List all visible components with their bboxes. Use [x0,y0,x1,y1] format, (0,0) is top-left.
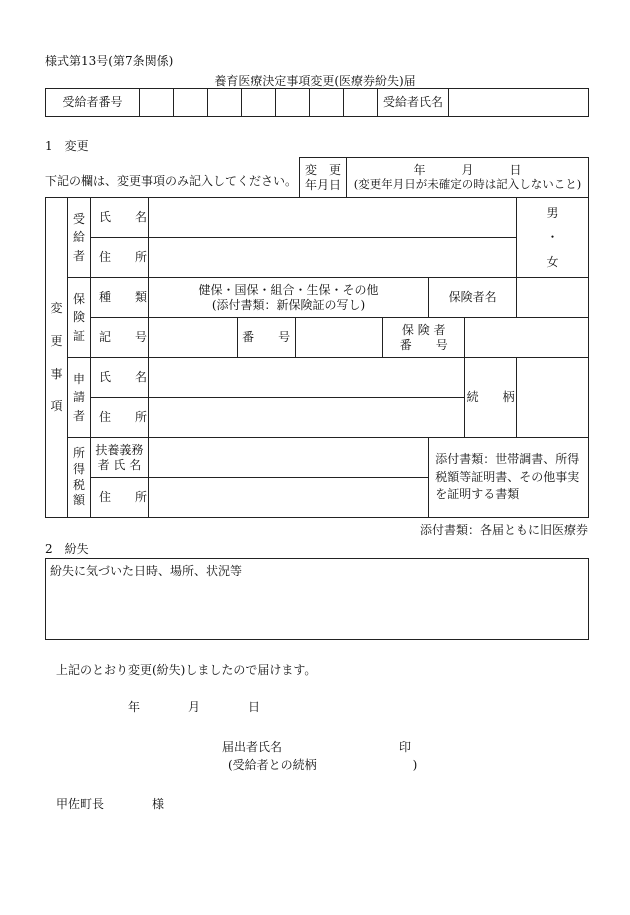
change-items-side-label: 変 更 事 項 [46,198,68,518]
applicant-address-label: 住 所 [90,398,148,438]
relation-line: (受給者との続柄 ) [228,758,418,772]
applicant-name-input[interactable] [148,358,464,398]
insurance-number-input[interactable] [295,318,383,358]
insurance-type-label: 種 類 [90,278,148,318]
insurer-number-input[interactable] [465,318,589,358]
change-date-label-line1: 変 更 [304,163,341,178]
seal-mark: 印 [399,740,412,754]
income-attachment-note: 添付書類：世帯調書、所得税額等証明書、その他事実を証明する書類 [429,438,589,518]
recipient-header-table [45,88,589,117]
recipient-number-digit[interactable] [208,89,242,117]
recipient-number-digit[interactable] [310,89,344,117]
change-date-label-line2: 年月日 [304,177,341,192]
form-title: 養育医療決定事項変更(医療券紛失)届 [214,74,416,88]
applicant-group-label: 申 請 者 [67,358,90,438]
applicant-relation-input[interactable] [517,358,589,438]
applicant-address-input[interactable] [148,398,464,438]
recipient-number-digit[interactable] [174,89,208,117]
insurance-symbol-input[interactable] [148,318,237,358]
change-date-field[interactable] [347,158,589,198]
change-items-table [45,197,589,518]
insurance-type-choices: 健保・国保・組合・生保・その他 [198,283,379,298]
insurance-number-label: 番 号 [237,318,295,358]
recipient-number-digit[interactable] [242,89,276,117]
recipient-name-label: 受給者氏名 [378,89,449,117]
insurer-number-label: 保 険 者 番 号 [383,318,465,358]
section2-heading: 2 紛失 [45,542,89,556]
submission-date[interactable]: 年 月 日 [128,700,261,714]
recipient-address-row-label: 住 所 [90,238,148,278]
dependent-name-label: 扶養義務 者 氏 名 [90,438,148,478]
insurer-name-label: 保険者名 [429,278,517,318]
insurance-symbol-label: 記 号 [90,318,148,358]
recipient-number-digit[interactable] [140,89,174,117]
dependent-address-label: 住 所 [90,478,148,518]
sex-option-female[interactable]: 女 [546,254,559,269]
addressee: 甲佐町長 様 [56,797,165,811]
statement: 上記のとおり変更(紛失)しましたので届けます。 [56,663,317,677]
section1-heading: 1 変更 [45,139,89,153]
attachment-note: 添付書類：各届ともに旧医療券 [419,523,588,537]
recipient-group-label: 受 給 者 [67,198,90,278]
applicant-relation-label: 続 柄 [465,358,517,438]
applicant-name-label-footer: 届出者氏名 [222,740,283,754]
dependent-name-input[interactable] [148,438,428,478]
recipient-number-digit[interactable] [344,89,378,117]
change-date-line: 年 月 日 [413,163,522,178]
change-date-label [300,158,347,198]
recipient-number-label: 受給者番号 [46,89,140,117]
form-number: 様式第13号(第7条関係) [45,54,174,68]
recipient-number-digit[interactable] [276,89,310,117]
recipient-name-row-label: 氏 名 [90,198,148,238]
loss-details-box[interactable] [45,558,589,640]
applicant-name-label: 氏 名 [90,358,148,398]
recipient-address-input[interactable] [148,238,516,278]
change-date-table [299,157,589,198]
loss-details-label: 紛失に気づいた日時、場所、状況等 [50,564,243,578]
section1-instruction: 下記の欄は、変更事項のみ記入してください。 [45,174,298,188]
insurance-type-attachment: (添付書類：新保険証の写し) [211,297,366,312]
change-date-note: (変更年月日が未確定の時は記入しないこと) [353,176,582,191]
recipient-name-input[interactable] [148,198,516,238]
sex-option-male[interactable]: 男 [546,205,559,220]
dependent-address-input[interactable] [148,478,428,518]
insurance-group-label: 保 険 証 [67,278,90,358]
recipient-name-field[interactable] [449,89,589,117]
sex-selector[interactable]: 男 ・ 女 [517,198,589,278]
insurance-type-options[interactable] [148,278,428,318]
income-group-label: 所 得 税 額 [67,438,90,518]
insurer-name-input[interactable] [517,278,589,318]
